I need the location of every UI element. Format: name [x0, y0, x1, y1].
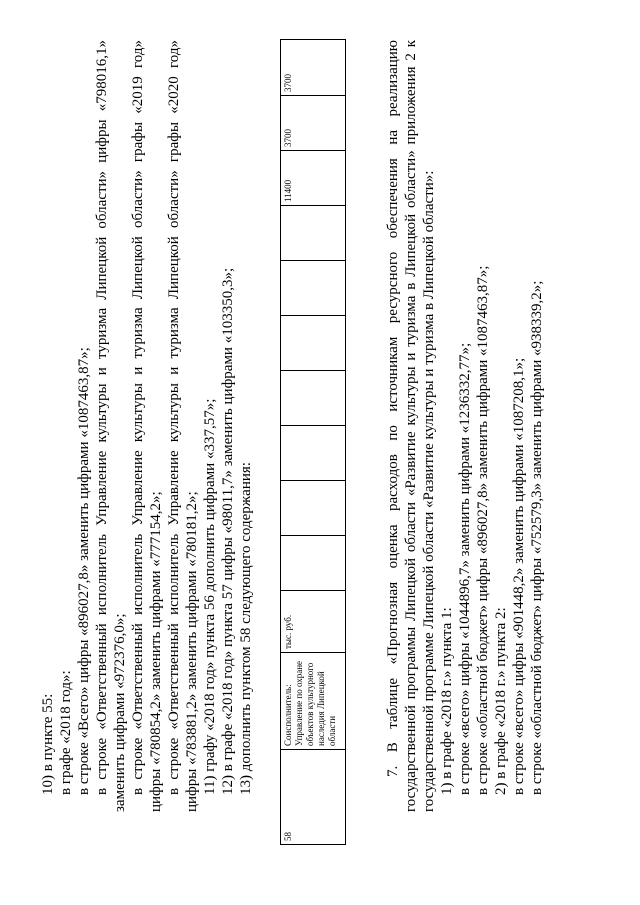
row-number-cell: 58 [281, 750, 346, 845]
value-cell: 11400 [281, 151, 346, 206]
value-cell: 3700 [281, 96, 346, 151]
text-line: в строке «Ответственный исполнитель Управление культуры и туризма Липецкой области» графы «2019 год» [130, 40, 146, 795]
text-line: 10) в пункте 55: [40, 693, 56, 795]
text-line: заменить цифрами «972376,0»; [112, 613, 128, 812]
table-cell [281, 261, 346, 316]
table-cell [281, 316, 346, 371]
text-line: в строке «областной бюджет» цифры «896027,8» заменить цифрами «1087463,87»; [475, 265, 491, 795]
table-cell [281, 371, 346, 426]
executor-cell: Соисполнитель: Управление по охране объектов культурного наследия Липецкой области [281, 653, 346, 750]
text-line: в строке «всего» цифры «901448,2» заменить цифрами «1087208,1»; [511, 357, 527, 795]
row-58-table [280, 39, 346, 845]
text-line: цифры «780854,2» заменить цифрами «777154,2»; [148, 491, 164, 812]
text-line: государственной программе Липецкой области «Развитие культуры и туризма в Липецкой области»: [421, 170, 437, 812]
text-line: 1) в графе «2018 г.» пункта 1: [439, 607, 455, 795]
table-cell [281, 206, 346, 261]
text-line: цифры «783881,2» заменить цифрами «780181,2»; [184, 491, 200, 812]
text-line: в строке «областной бюджет» цифры «752579,3» заменить цифрами «938339,2»; [529, 280, 545, 795]
text-line: 7. В таблице «Прогнозная оценка расходов по источникам ресурсного обеспечения на реализацию [385, 40, 401, 777]
text-line: государственной программы Липецкой области «Развитие культуры и туризма в Липецкой области» приложения 2 к [403, 40, 419, 812]
table-cell [281, 481, 346, 536]
text-line: 12) в графе «2018 год» пункта 57 цифры «98011,7» заменить цифрами «103350,3»; [220, 267, 236, 795]
text-line: в строке «Ответственный исполнитель Управление культуры и туризма Липецкой области» графы «2020 год» [166, 40, 182, 795]
table-row [281, 40, 346, 845]
text-line: в строке «Ответственный исполнитель Управление культуры и туризма Липецкой области» цифры «798016,1» [94, 40, 110, 795]
text-line: в строке «всего» цифры «1044896,7» заменить цифрами «1236332,77»; [457, 342, 473, 795]
text-line: в строке «Всего» цифры «896027,8» заменить цифрами «1087463,87»; [76, 347, 92, 795]
text-line: 13) дополнить пунктом 58 следующего содержания: [238, 462, 254, 795]
table-cell [281, 536, 346, 591]
value-cell: 3700 [281, 40, 346, 96]
text-line: 2) в графе «2018 г.» пункта 2: [493, 607, 509, 795]
text-line: в графе «2018 год»: [58, 670, 74, 795]
table-cell [281, 426, 346, 481]
unit-cell: тыс. руб. [281, 591, 346, 653]
text-line: 11) графу «2018 год» пункта 56 дополнить цифрами «337,57»; [202, 398, 218, 795]
